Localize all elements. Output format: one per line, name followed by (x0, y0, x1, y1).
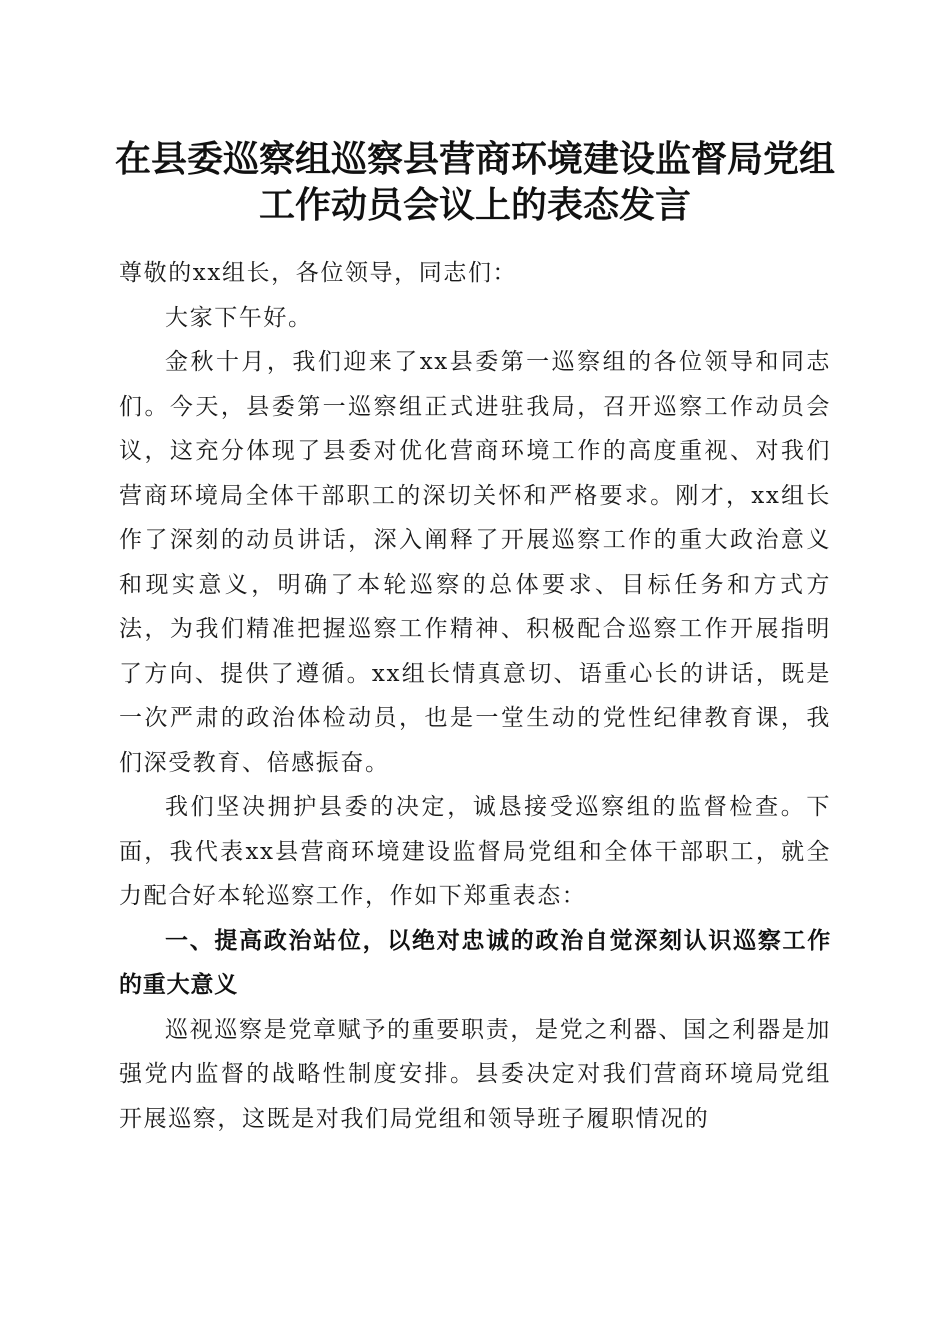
greeting: 大家下午好。 (165, 304, 313, 331)
document-body (119, 251, 831, 1141)
salutation: 尊敬的xx组长，各位领导，同志们： (119, 260, 518, 286)
paragraph-1: 金秋十月，我们迎来了xx县委第一巡察组的各位领导和同志们。今天，县委第一巡察组正式进驻我局，召开巡察工作动员会议，这充分体现了县委对优化营商环境工作的高度重视、对我们营商环境局全体干部职工的深切关怀和严格要求。刚才，xx组长作了深刻的动员讲话，深入阐释了开展巡察工作的重大政治意义和现实意义，明确了本轮巡察的总体要求、目标任务和方式方法，为我们精准把握巡察工作精神、积极配合巡察工作开展指明了方向、提供了遵循。xx组长情真意切、语重心长的讲话，既是一次严肃的政治体检动员，也是一堂生动的党性纪律教育课，我们深受教育、倍感振奋。 (119, 349, 831, 776)
title-line-2: 工作动员会议上的表态发言 (258, 184, 691, 226)
paragraph-3: 巡视巡察是党章赋予的重要职责，是党之利器、国之利器是加强党内监督的战略性制度安排。县委决定对我们营商环境局党组开展巡察，这既是对我们局党组和领导班子履职情况的 (119, 1016, 831, 1132)
paragraph-2: 我们坚决拥护县委的决定，诚恳接受巡察组的监督检查。下面，我代表xx县营商环境建设监督局党组和全体干部职工，就全力配合好本轮巡察工作，作如下郑重表态： (119, 794, 831, 909)
section-heading-1: 一、提高政治站位，以绝对忠诚的政治自觉深刻认识巡察工作的重大意义 (119, 927, 831, 998)
document-title (100, 136, 850, 228)
title-line-1: 在县委巡察组巡察县营商环境建设监督局党组 (114, 138, 835, 180)
